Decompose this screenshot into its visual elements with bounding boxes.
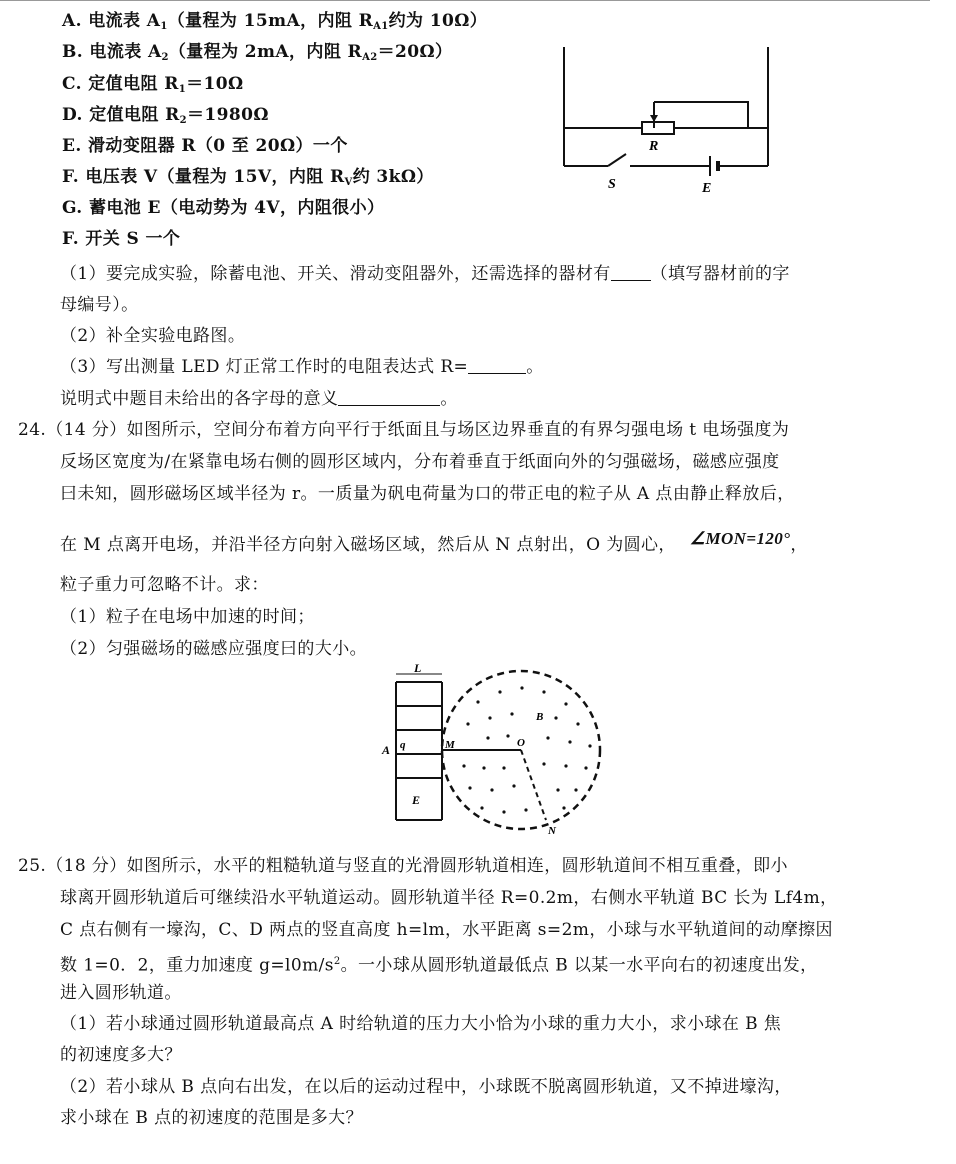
top-rule [0, 0, 930, 1]
circuit-diagram [556, 42, 778, 202]
label-a: A [382, 743, 391, 757]
q25-sub1-cont: 的初速度多大？ [60, 1045, 182, 1065]
q23-part3: （3）写出测量 LED 灯正常工作时的电阻表达式 R= 。 [60, 357, 544, 377]
slider-return-wire [654, 102, 748, 128]
q24-line2: 反场区宽度为/在紧靠电场右侧的圆形区域内，分布着垂直于纸面向外的匀强磁场，磁感应强度 [60, 452, 780, 472]
q24-line3: 曰未知，圆形磁场区域半径为 r。一质量为矾电荷量为口的带正电的粒子从 A 点由静止释放后， [60, 484, 795, 504]
answer-blank-2[interactable] [468, 357, 526, 374]
label-n: N [548, 825, 556, 837]
q25-sub2-cont: 求小球在 B 点的初速度的范围是多大？ [60, 1108, 363, 1128]
option-a: A. 电流表 $A_1$（量程为 15mA，内阻 $R_{A1}$约为 10Ω） [62, 11, 488, 32]
q25-line2: 球离开圆形轨道后可继续沿水平轨道运动。圆形轨道半径 R=0.2m，右侧水平轨道 BC 长为 Lf4m， [60, 888, 838, 908]
label-l: L [414, 662, 422, 675]
q23-part1: （1）要完成实验，除蓄电池、开关、滑动变阻器外，还需选择的器材有 （填写器材前的字 [60, 264, 790, 284]
q24-sub2: （2）匀强磁场的磁感应强度曰的大小。 [60, 639, 368, 659]
angle-mon: ∠MON=120° [689, 529, 791, 548]
option-c: C. 定值电阻 $R_1=10\Omega$ [62, 74, 244, 95]
q24-line5: 粒子重力可忽略不计。求： [60, 575, 269, 595]
rheostat-r [642, 122, 674, 134]
label-b: B [536, 711, 544, 723]
field-figure [378, 662, 610, 838]
option-f: F. 电压表 V（量程为 15V，内阻 $R_V$约 3kΩ） [62, 167, 434, 188]
label-r: R [649, 139, 659, 154]
q25-line4: 数 1=0．2，重力加速度 $g=l0m/s^2$。一小球从圆形轨道最低点 B 以某一水平向右的初速度出发， [60, 955, 818, 976]
q23-part2: （2）补全实验电路图。 [60, 326, 246, 346]
slider-arrow [650, 115, 658, 122]
label-o: O [517, 737, 525, 749]
q23-part4: 说明式中题目未给出的各字母的意义 。 [60, 389, 458, 409]
option-b: B. 电流表 $A_2$（量程为 2mA，内阻 $R_{A2}=20\Omega$） [62, 42, 453, 63]
q24-sub1: （1）粒子在电场中加速的时间； [60, 607, 315, 627]
q23-part1-cont: 母编号）。 [60, 295, 139, 315]
switch-s [608, 154, 626, 166]
q25-heading: 25.（18 分）如图所示，水平的粗糙轨道与竖直的光滑圆形轨道相连，圆形轨道间不相互重叠，即小 [18, 856, 788, 876]
label-s: S [608, 177, 616, 192]
label-e-field: E [412, 793, 421, 807]
label-q: q [400, 739, 406, 751]
answer-blank-3[interactable] [338, 389, 440, 406]
q24-heading: 24.（14 分）如图所示，空间分布着方向平行于纸面且与场区边界垂直的有界匀强电场 t 电场强度为 [18, 420, 790, 440]
label-e: E [702, 181, 712, 196]
option-d: D. 定值电阻 $R_2=1980\Omega$ [62, 105, 269, 126]
option-switch: F. 开关 S 一个 [62, 229, 181, 249]
q25-line5: 进入圆形轨道。 [60, 983, 182, 1003]
option-e: E. 滑动变阻器 R（0 至 20Ω）一个 [62, 136, 348, 156]
option-g: G. 蓄电池 E（电动势为 4V，内阻很小） [62, 198, 385, 218]
q25-sub1: （1）若小球通过圆形轨道最高点 A 时给轨道的压力大小恰为小球的重力大小，求小球在 B 焦 [60, 1014, 782, 1034]
q24-line4: 在 M 点离开电场，并沿半径方向射入磁场区域，然后从 N 点射出，O 为圆心， ∠MON=120°， [60, 529, 808, 555]
label-m: M [445, 739, 455, 751]
q25-line3: C 点右侧有一壕沟，C、D 两点的竖直高度 h=lm，水平距离 s=2m，小球与水平轨道间的动摩擦因 [60, 920, 833, 940]
q25-sub2: （2）若小球从 B 点向右出发，在以后的运动过程中，小球既不脱离圆形轨道，又不掉进壕沟， [60, 1077, 792, 1097]
answer-blank-1[interactable] [611, 264, 651, 281]
